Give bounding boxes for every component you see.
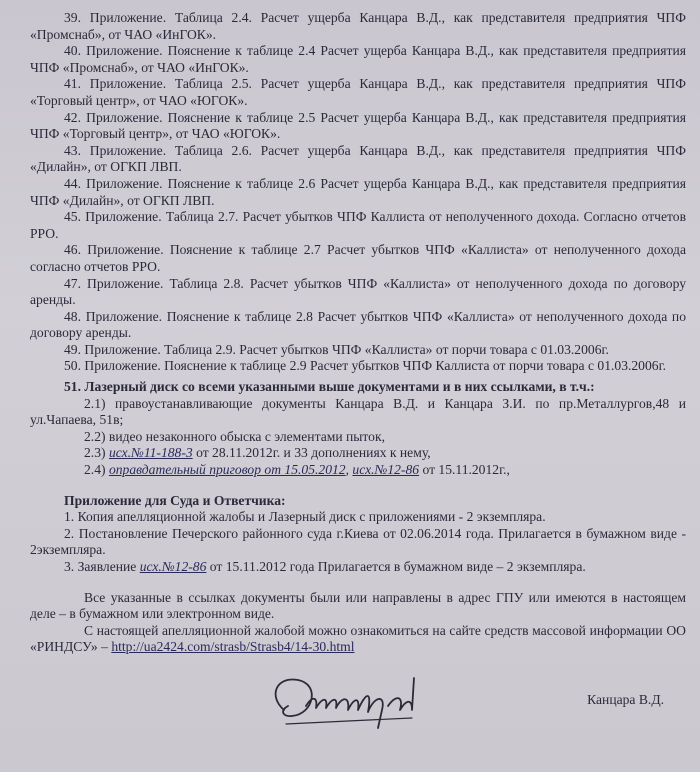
closing-para-2-text: С настоящей апелляционной жалобой можно ознакомиться на сайте средств массовой информации ОО «РИНДСУ» – (30, 622, 686, 655)
item-51-sub4-link2[interactable]: исх.№12-86 (352, 462, 420, 478)
list-item-number: 42. (64, 109, 81, 125)
list-item-text: Приложение. Пояснение к таблице 2.9 Расчет убытков ЧПФ Каллиста от порчи товара с 01.03.2006г. (84, 358, 667, 374)
list-item (30, 76, 686, 109)
list-item-text: Приложение. Пояснение к таблице 2.5 Расчет ущерба Канцара В.Д., как представителя предприятия ЧПФ «Торговый центр», от ЧАО «ЮГОК». (30, 109, 686, 142)
appendix-line-1: 1. Копия апелляционной жалобы и Лазерный диск с приложениями - 2 экземпляра. (64, 509, 546, 525)
list-item (30, 209, 686, 242)
website-link[interactable]: http://ua2424.com/strasb/Strasb4/14-30.html (111, 639, 355, 655)
item-51-sub4-suffix: от 15.11.2012г., (422, 462, 510, 478)
item-51-sub4-sep: , (345, 462, 350, 478)
list-item-number: 39. (64, 10, 81, 25)
item-51-sub4 (30, 462, 686, 479)
list-item-number: 40. (64, 43, 81, 59)
item-51-sub4-prefix: 2.4) (84, 462, 106, 478)
list-item-number: 46. (64, 242, 81, 258)
list-item (30, 242, 686, 275)
closing-para-2 (30, 623, 686, 656)
item-51-sub3 (30, 445, 686, 462)
list-item-number: 47. (64, 275, 81, 291)
list-item-number: 41. (64, 76, 81, 92)
list-item (30, 110, 686, 143)
item-51-sub3-link[interactable]: исх.№11-188-3 (108, 445, 193, 461)
signature-block (30, 666, 686, 736)
appendix-line-2: 2. Постановление Печерского районного суда г.Киева от 02.06.2014 года. Прилагается в бумажном виде - 2экземпляра. (30, 525, 686, 558)
appendix-line-3-link[interactable]: исх.№12-86 (139, 559, 207, 574)
appendix-heading: Приложение для Суда и Ответчика: (64, 492, 286, 508)
list-item (30, 358, 686, 375)
list-item-text: Приложение. Таблица 2.8. Расчет убытков ЧПФ «Каллиста» от неполученного дохода по договору аренды. (30, 275, 686, 308)
closing-para-1 (30, 590, 686, 623)
list-item (30, 43, 686, 76)
list-item-text: Приложение. Пояснение к таблице 2.7 Расчет убытков ЧПФ «Каллиста» от неполученного дохода согласно отчетов РРО. (30, 242, 687, 274)
list-item-text: Приложение. Таблица 2.6. Расчет ущерба Канцара В.Д., как представителя предприятия ЧПФ «Дилайн», от ОГКП ЛВП. (30, 142, 686, 175)
appendix-line-3-suffix: от 15.11.2012 года Прилагается в бумажном виде – 2 экземпляра. (209, 559, 586, 574)
list-item-number: 43. (64, 142, 81, 158)
item-51-sub3-suffix: от 28.11.2012г. и 33 дополнениях к нему, (196, 445, 431, 461)
appendix-line-3-prefix: 3. Заявление (64, 559, 137, 574)
item-51-sub3-prefix: 2.3) (84, 445, 106, 461)
list-item (30, 143, 686, 176)
signer-name: Канцара В.Д. (587, 691, 664, 707)
list-item-number: 49. (64, 341, 81, 357)
list-item-text: Приложение. Пояснение к таблице 2.8 Расчет убытков ЧПФ «Каллиста» от неполученного дохода по договору аренды. (30, 308, 687, 341)
spacer (30, 576, 686, 590)
item-51-sub2: 2.2) видео незаконного обыска с элементами пыток, (84, 428, 385, 444)
list-item-number: 48. (64, 308, 81, 324)
appendix-list (30, 10, 686, 375)
closing-para-1-text: Все указанные в ссылках документы были или направлены в адрес ГПУ или имеются в настоящем деле – в бумажном или электронном виде. (30, 589, 686, 622)
list-item (30, 309, 686, 342)
list-item-text: Приложение. Таблица 2.9. Расчет убытков ЧПФ «Каллиста» от порчи товара с 01.03.2006г. (84, 341, 609, 357)
item-51-sub1 (30, 396, 686, 429)
list-item (30, 10, 686, 43)
list-item-number: 50. (64, 358, 81, 374)
list-item (30, 342, 686, 359)
list-item-number: 45. (64, 209, 81, 225)
list-item-number: 44. (64, 175, 81, 191)
list-item-text: Приложение. Пояснение к таблице 2.6 Расчет ущерба Канцара В.Д., как представителя предприятия ЧПФ «Дилайн», от ОГКП ЛВП. (30, 175, 686, 208)
spacer (30, 479, 686, 493)
item-51-sub1-text: 2.1) правоустанавливающие документы Канцара В.Д. и Канцара З.И. по пр.Металлургов,48 и ул.Чапаева, 51в; (30, 395, 686, 428)
list-item-text: Приложение. Таблица 2.5. Расчет ущерба Канцара В.Д., как представителя предприятия ЧПФ «Торговый центр», от ЧАО «ЮГОК». (30, 76, 686, 108)
item-51-heading: 51. Лазерный диск со всеми указанными выше документами и в них ссылками, в т.ч.: (64, 379, 595, 395)
handwritten-signature (262, 666, 462, 736)
list-item-text: Приложение. Таблица 2.4. Расчет ущерба Канцара В.Д., как представителя предприятия ЧПФ «Промснаб», от ЧАО «ИнГОК». (30, 10, 686, 42)
list-item (30, 276, 686, 309)
appendix-line-3 (30, 559, 686, 576)
item-51-sub4-link1[interactable]: оправдательный приговор от 15.05.2012 (108, 462, 346, 478)
list-item (30, 176, 686, 209)
list-item-text: Приложение. Пояснение к таблице 2.4 Расчет ущерба Канцара В.Д., как представителя предприятия ЧПФ «Промснаб», от ЧАО «ИнГОК». (30, 43, 686, 75)
list-item-text: Приложение. Таблица 2.7. Расчет убытков ЧПФ Каллиста от неполученного дохода. Согласно отчетов РРО. (30, 209, 687, 241)
